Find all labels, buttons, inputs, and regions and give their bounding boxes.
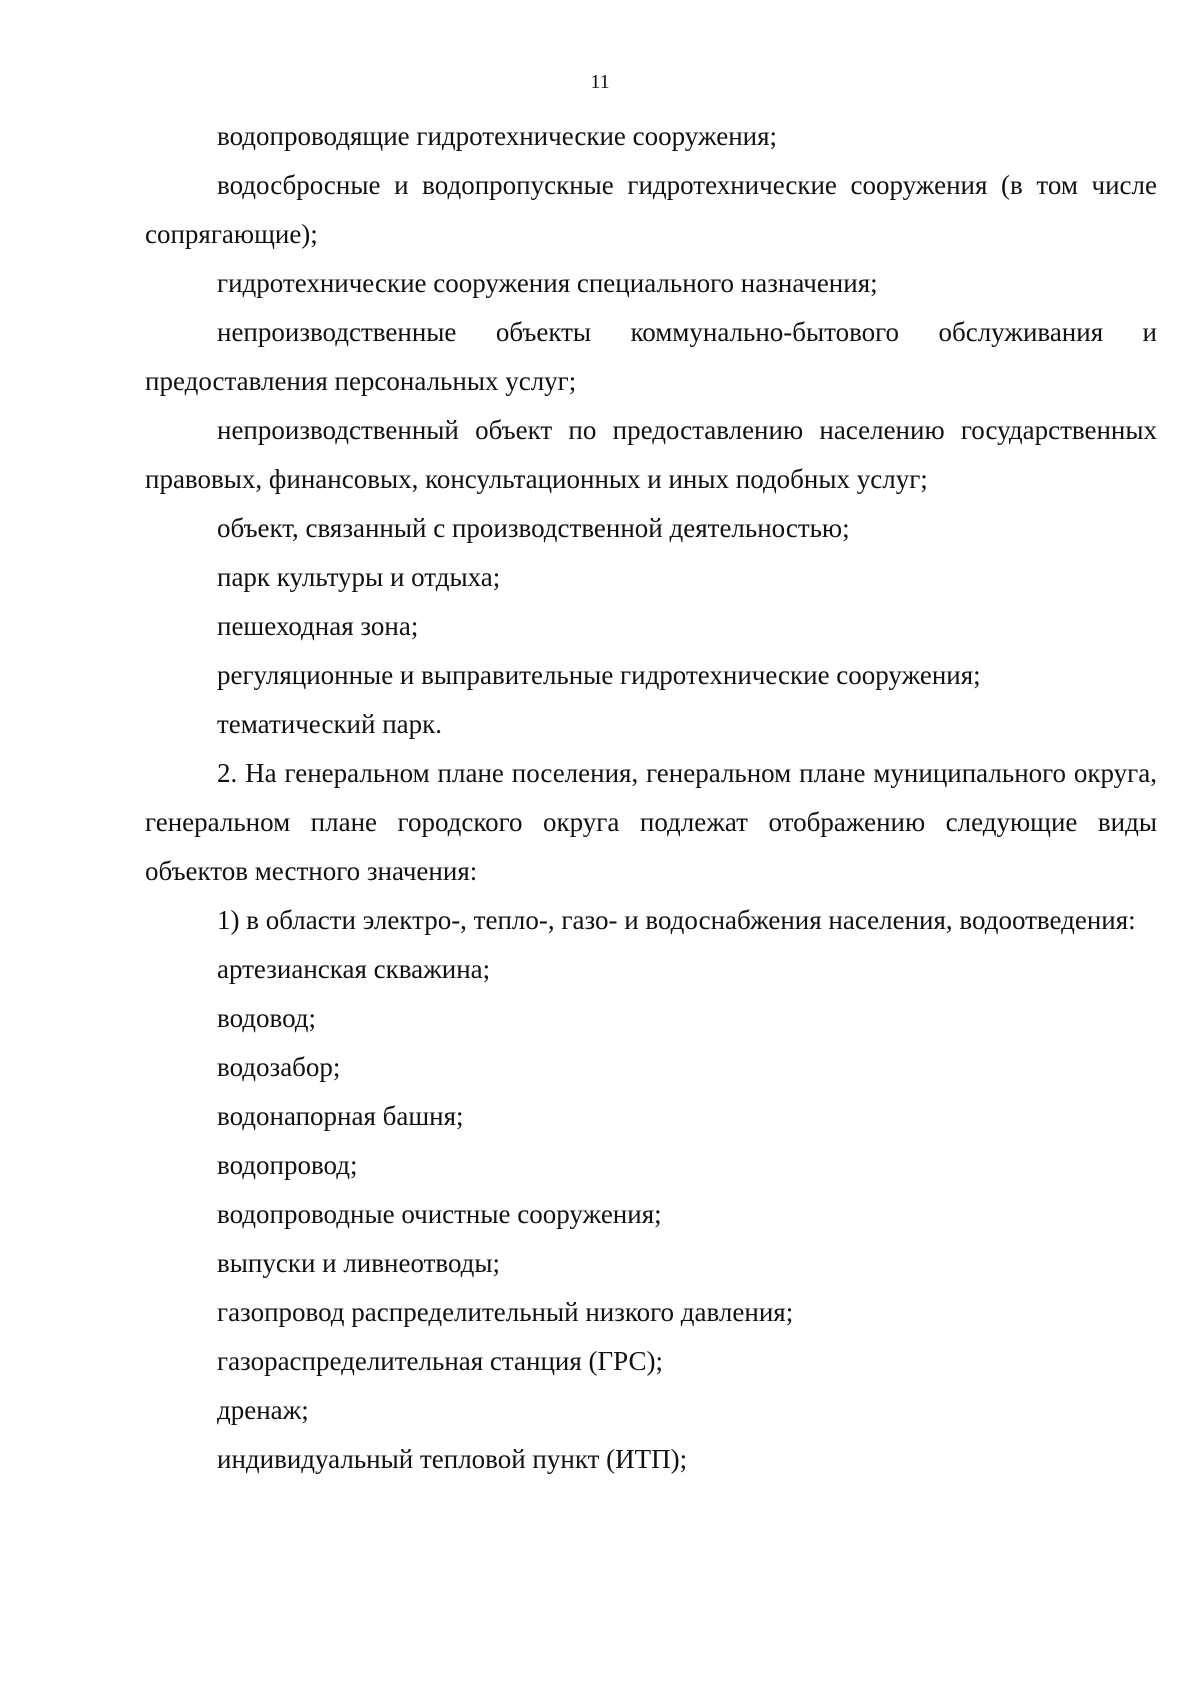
paragraph: 2. На генеральном плане поселения, генеральном плане муниципального округа, генеральном плане городского округа подлежат отображению следующие виды объектов местного значения: — [145, 758, 1157, 886]
list-item: газопровод распределительный низкого давления; — [217, 1297, 794, 1327]
list-item: водовод; — [217, 1003, 317, 1033]
list-item: водопровод; — [217, 1150, 358, 1180]
list-item: водопроводные очистные сооружения; — [217, 1199, 662, 1229]
paragraph: регуляционные и выправительные гидротехнические сооружения; — [217, 660, 981, 690]
list-item: водозабор; — [217, 1052, 341, 1082]
paragraph: водопроводящие гидротехнические сооружения; — [217, 121, 778, 151]
paragraph: тематический парк. — [217, 709, 443, 739]
list-item: водонапорная башня; — [217, 1101, 464, 1131]
list-item: газораспределительная станция (ГРС); — [217, 1346, 663, 1376]
list-item: выпуски и ливнеотводы; — [217, 1248, 501, 1278]
paragraph: 1) в области электро-, тепло-, газо- и водоснабжения населения, водоотведения: — [217, 905, 1136, 935]
list-item: индивидуальный тепловой пункт (ИТП); — [217, 1444, 688, 1474]
list-item: артезианская скважина; — [217, 954, 491, 984]
paragraph: парк культуры и отдыха; — [217, 562, 501, 592]
paragraph: пешеходная зона; — [217, 611, 419, 641]
paragraph: непроизводственные объекты коммунально-бытового обслуживания и предоставления персональных услуг; — [145, 317, 1157, 396]
document-body — [145, 112, 1157, 1484]
paragraph: водосбросные и водопропускные гидротехнические сооружения (в том числе сопрягающие); — [145, 170, 1157, 249]
list-item: дренаж; — [217, 1395, 309, 1425]
paragraph: объект, связанный с производственной деятельностью; — [217, 513, 850, 543]
page-number: 11 — [590, 71, 610, 93]
paragraph: гидротехнические сооружения специального назначения; — [217, 268, 878, 298]
paragraph: непроизводственный объект по предоставлению населению государственных правовых, финансовых, консультационных и иных подобных услуг; — [145, 415, 1157, 494]
